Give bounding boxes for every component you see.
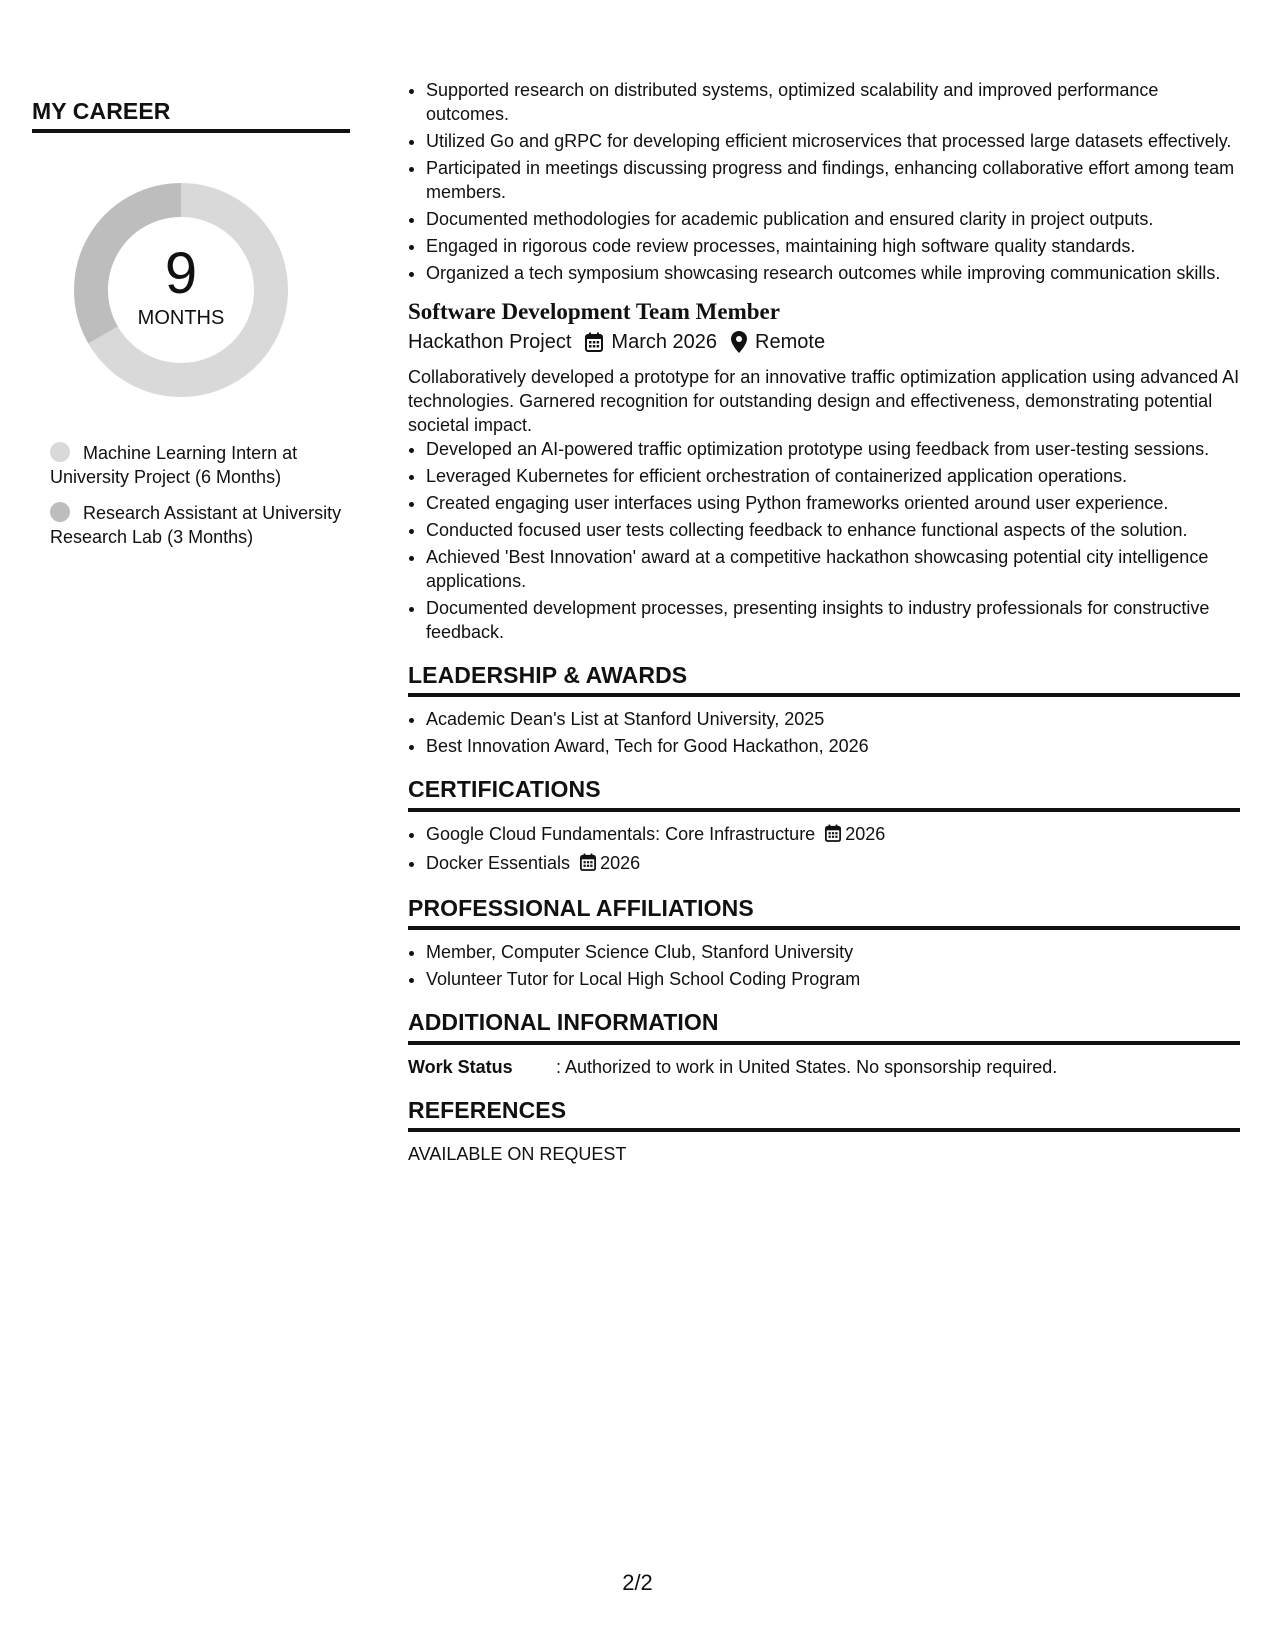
leadership-section [408, 662, 1240, 758]
legend-item [50, 441, 350, 489]
work-status-label: Work Status [408, 1056, 513, 1077]
calendar-icon [580, 853, 596, 877]
list-item: • Participated in meetings discussing progress and findings, enhancing collaborative effort among team members. [426, 156, 1240, 204]
job-location: Remote [755, 331, 826, 353]
list-item: • Volunteer Tutor for Local High School Coding Program [426, 967, 1240, 991]
location-pin-icon [731, 331, 747, 353]
certification-name: Google Cloud Fundamentals: Core Infrastructure [426, 823, 816, 844]
affiliations-section [408, 895, 1240, 991]
certification-year: 2026 [600, 852, 641, 873]
main-content [408, 78, 1240, 1166]
list-item: • Leveraged Kubernetes for efficient orchestration of containerized application operations. [426, 464, 1240, 488]
legend-dot-icon [50, 442, 70, 462]
list-item [426, 822, 1240, 848]
additional-info-section [408, 1009, 1240, 1078]
leadership-section-title: LEADERSHIP & AWARDS [408, 662, 1240, 697]
job-description: Collaboratively developed a prototype for an innovative traffic optimization application using advanced AI technologies. Garnered recognition for outstanding design and effectiveness, demonstrating potential societal impact. [408, 367, 1240, 435]
list-item: • Supported research on distributed systems, optimized scalability and improved performance outcomes. [426, 78, 1240, 126]
list-item: • Developed an AI-powered traffic optimization prototype using feedback from user-testing sessions. [426, 437, 1240, 461]
affiliations-section-title: PROFESSIONAL AFFILIATIONS [408, 895, 1240, 930]
leadership-list [408, 707, 1240, 758]
list-item: • Organized a tech symposium showcasing research outcomes while improving communication skills. [426, 261, 1240, 285]
donut-total-value: 9 [164, 240, 198, 306]
list-item: • Created engaging user interfaces using Python frameworks oriented around user experience. [426, 491, 1240, 515]
certification-year: 2026 [845, 823, 886, 844]
list-item: • Best Innovation Award, Tech for Good Hackathon, 2026 [426, 734, 1240, 758]
career-donut-chart [66, 175, 296, 405]
certification-name: Docker Essentials [426, 852, 571, 873]
list-item: • Achieved 'Best Innovation' award at a competitive hackathon showcasing potential city intelligence applications. [426, 545, 1240, 593]
job-meta [408, 327, 1240, 357]
list-item [426, 851, 1240, 877]
career-section-title: MY CAREER [32, 98, 350, 133]
certifications-section [408, 776, 1240, 876]
legend-item-text: Research Assistant at University Research Lab (3 Months) [50, 503, 342, 548]
calendar-icon [825, 824, 841, 848]
references-section-title: REFERENCES [408, 1097, 1240, 1132]
donut-unit-label: MONTHS [137, 306, 225, 329]
sidebar [32, 98, 350, 561]
list-item: • Documented development processes, presenting insights to industry professionals for constructive feedback. [426, 596, 1240, 644]
list-item: • Academic Dean's List at Stanford University, 2025 [426, 707, 1240, 731]
certifications-section-title: CERTIFICATIONS [408, 776, 1240, 811]
list-item: • Conducted focused user tests collecting feedback to enhance functional aspects of the solution. [426, 518, 1240, 542]
list-item: • Documented methodologies for academic publication and ensured clarity in project outputs. [426, 207, 1240, 231]
legend-item-text: Machine Learning Intern at University Project (6 Months) [50, 443, 298, 488]
job-organization: Hackathon Project [408, 331, 572, 353]
page-indicator: 2/2 [622, 1570, 653, 1595]
affiliations-list [408, 940, 1240, 991]
certifications-list [408, 822, 1240, 877]
list-item: • Member, Computer Science Club, Stanford University [426, 940, 1240, 964]
job-bullets [408, 437, 1240, 644]
additional-info-section-title: ADDITIONAL INFORMATION [408, 1009, 1240, 1044]
legend-dot-icon [50, 502, 70, 522]
list-item: • Utilized Go and gRPC for developing efficient microservices that processed large datasets effectively. [426, 129, 1240, 153]
references-text: AVAILABLE ON REQUEST [408, 1144, 627, 1165]
calendar-icon [585, 332, 603, 352]
work-status-row [408, 1055, 1240, 1079]
legend-item [50, 501, 350, 549]
work-status-value: : Authorized to work in United States. No sponsorship required. [556, 1056, 1058, 1077]
job-title: Software Development Team Member [408, 299, 780, 324]
career-legend [50, 441, 350, 549]
job-date: March 2026 [611, 331, 718, 353]
previous-job-bullets [408, 78, 1240, 285]
donut-center [66, 175, 296, 405]
references-section [408, 1097, 1240, 1166]
list-item: • Engaged in rigorous code review processes, maintaining high software quality standards. [426, 234, 1240, 258]
